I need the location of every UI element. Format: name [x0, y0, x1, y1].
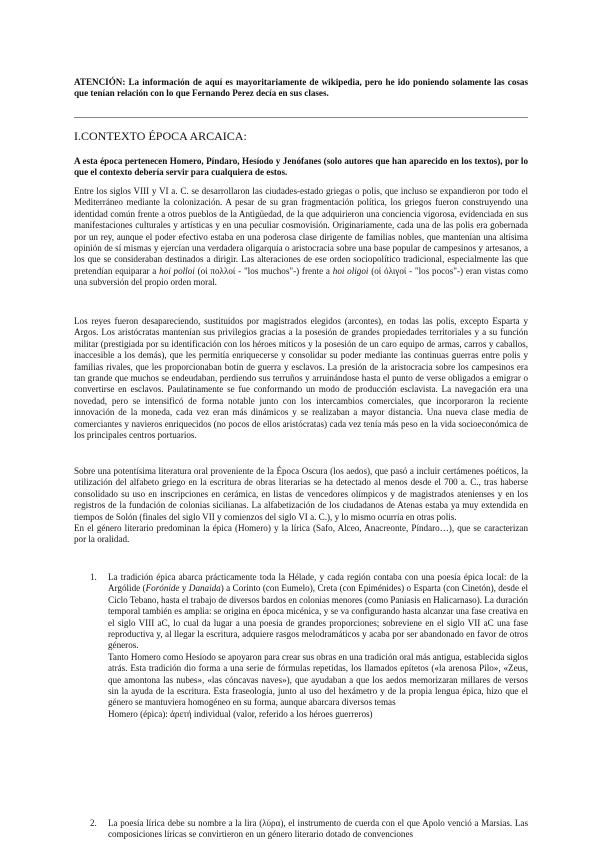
paragraph-reyes: Los reyes fueron desapareciendo, sustituidos por magistrados elegidos (arcontes), en todas las polis, excepto Esparta y Argos. Los aristócratas mantenían sus privilegios gracias a la posesión de grandes propiedades territoriales y a su función militar (prestigiada por su identificación con los héroes míticos y la posesión de un caro equipo de armas, carros y caballos, inaccesible a los demás), que les permitía enriquecerse y consolidar su poder mediante las continuas guerras entre polis y familias rivales, que les proporcionaban botín de guerra y esclavos. La presión de la aristocracia sobre los campesinos era tan grande que muchos se endeudaban, perdiendo sus terruños y arruinándose hasta el punto de verse obligados a emigrar o convertirse en esclavos. Paulatinamente se fue conformando un modo de producción esclavista. La navegación era una novedad, pero se intensificó de forma notable junto con los intercambios comerciales, que incorporaron la reciente innovación de la moneda, cada vez eran más dinámicos y se realizaban a mayor distancia. Una nueva clase media de comerciantes y navieros enriquecidos (no pocos de ellos aristócratas) cada vez tenía más peso en la vida socioeconómica de los principales centros portuarios. [74, 316, 528, 441]
list-text-segment: La tradición épica abarca prácticamente toda la Hélade, y cada región contaba con una poesía épica local: de la Argólide ( [108, 572, 528, 594]
attention-notice [74, 77, 528, 100]
list-item-text [108, 572, 528, 652]
attention-label: ATENCIÓN [74, 77, 123, 87]
list-item-epica [90, 572, 528, 720]
paragraph-italic-term: hoi oligoi [332, 265, 369, 276]
list-item-text: Tanto Homero como Hesíodo se apoyaron para crear sus obras en una tradición oral más antigua, establecida siglos atrás. Esta tradición dio forma a una serie de fórmulas repetidas, los llamados epítetos («la arenosa Pilo», «Zeus, que amontona las nubes», «las cóncavas naves»), que ayudaban a que los aedos memorizaran millares de versos sin la ayuda de la escritura. Esta fraseología, junto al uso del hexámetro y de la propia lengua épica, hizo que el género se mantuviera homogéneo en su forma, aunque abarcara diversos temas [108, 651, 528, 708]
list-italic-term: Forónide [145, 583, 180, 594]
paragraph-text: Entre los siglos VIII y VI a. C. se desarrollaron las ciudades-estado griegas o polis, que incluso se expandieron por todo el Mediterráneo mediante la colonización. A pesar de su gran fragmentación política, los griegos fueron construyendo una identidad común frente a otros pueblos de la Antigüedad, de la que adquirieron una conciencia vigorosa, evidenciada en sus manifestaciones culturales y artísticas y en una peculiar cosmovisión. Originariamente, cada una de las polis era gobernada por un rey, aunque el poder efectivo estaba en una poderosa clase dirigente de familias nobles, que mantenían una altísima opinión de sí mismas y ejercían una verdadera oligarquía o aristocracia sobre una base popular de campesinos y artesanos, a los que se consideraban destinados a dirigir. Las alteraciones de ese orden sociopolítico tradicional, especialmente las que pretendían equiparar a [74, 186, 528, 276]
paragraph-polis [74, 186, 528, 289]
paragraph-text: (οἱ πολλοί - "los muchos"-) frente a [194, 265, 333, 276]
attention-text: : La información de aquí es mayoritariamente de wikipedia, pero he ido poniendo solamente las cosas que tenían relación con lo que Fernando Perez decía en sus clases. [74, 77, 528, 99]
list-item-lirica [90, 818, 528, 841]
paragraph-italic-term: hoi polloi [159, 265, 195, 276]
paragraph-text: En el género literario predominan la épica (Homero) y la lírica (Safo, Alceo, Anacreonte, Píndaro…), que se caracterizan por la oralidad. [74, 523, 528, 545]
paragraph-text: Sobre una potentísima literatura oral proveniente de la Época Oscura (los aedos), que pasó a incluir certámenes poéticos, la utilización del alfabeto griego en la escritura de obras literarias se ha detectado al menos desde el 700 a. C., tras haberse consolidado su uso en inscripciones en cerámica, en listas de vencedores olímpicos y de magistrados atenienses y en los registros de la fundación de colonias sicilianas. La alfabetización de los ciudadanos de Atenas estaba ya muy extendida en tiempos de Solón (finales del siglo VII y comienzos del siglo VI a. C.), y lo mismo ocurría en otras polis. [74, 466, 528, 522]
list-text-segment: ) a Corinto (con Eumelo), Creta (con Epiménides) o Esparta (con Cinetón), desde el Ciclo Tebano, hasta el trabajo de diversos bardos en colonias menores (como Paniasis en Halicarnaso). La duración temporal también es amplia: se origina en época micénica, y se va configurando hasta alcanzar una fase creativa en el siglo VIII aC, lo cual da lugar a una poesía de grandes proporciones; sobreviene en el siglo VII aC una fase reproductiva y, al llegar la escritura, adquiere rasgos melodramáticos y acaba por ser abandonado en favor de otros géneros. [108, 583, 529, 651]
list-text-segment: y [179, 583, 189, 594]
paragraph-text: (οἱ ὀλιγοί - "los pocos"-) eran vistas como una subversión del propio orden moral. [74, 265, 528, 288]
list-italic-term: Danaida [188, 583, 221, 594]
list-item-text: La poesía lírica debe su nombre a la lira (λύρα), el instrumento de cuerda con el que Apolo venció a Marsias. Las composiciones líricas se convirtieron en un género literario dotado de convenciones [108, 818, 528, 840]
section-heading: I.CONTEXTO ÉPOCA ARCAICA: [74, 129, 247, 143]
list-item [90, 572, 528, 720]
list-number: 1. [90, 572, 97, 582]
lead-paragraph: A esta época pertenecen Homero, Píndaro, Hesíodo y Jenófanes (solo autores que han aparecido en los textos), por lo que el contexto debería servir para cualquiera de estos. [74, 156, 528, 178]
paragraph-literatura [74, 466, 528, 546]
list-item [90, 818, 528, 841]
horizontal-rule [74, 117, 528, 118]
list-number: 2. [90, 818, 97, 828]
list-item-text: Homero (épica): ἀρετή individual (valor, referido a los héroes guerreros) [108, 708, 373, 719]
